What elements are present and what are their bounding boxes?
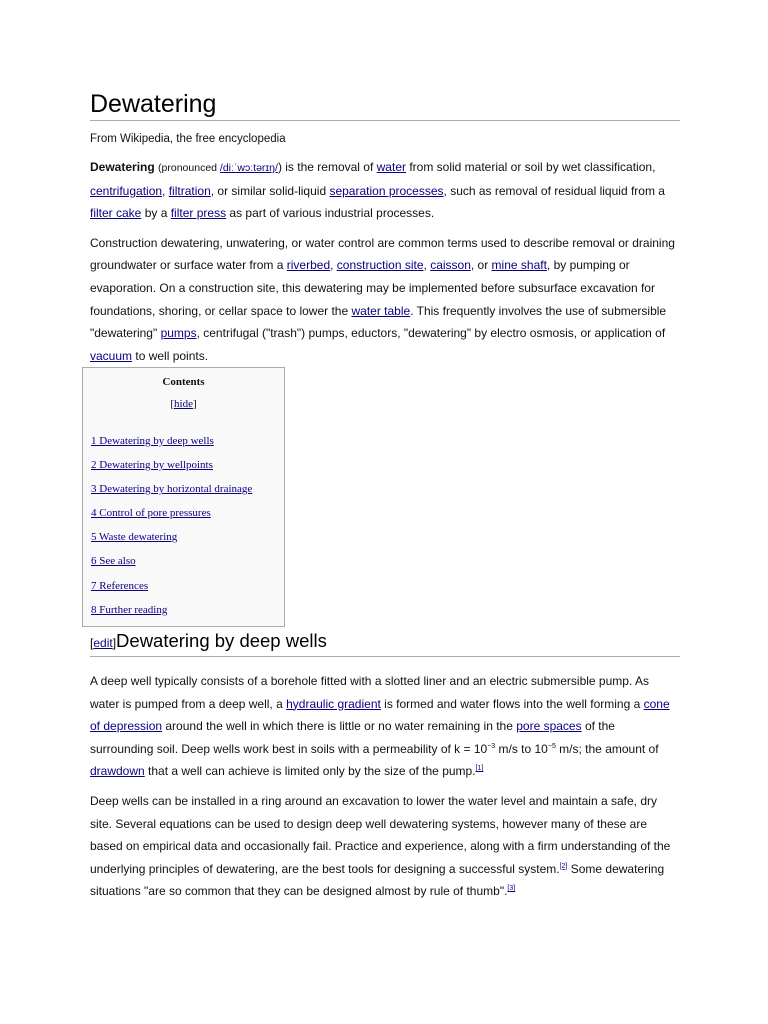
link-filter-press[interactable]: filter press [170,206,227,221]
toc-item [91,436,284,460]
exponent: −3 [487,742,496,750]
link-pore-spaces[interactable]: pore spaces [516,719,582,734]
table-of-contents [82,367,285,627]
intro-paragraph: Dewatering (pronounced /diːˈwɔːtərɪŋ/) is the removal of water from solid material or soil by wet classification, centrifugation, filtration, or similar solid-liquid separation processes, such as removal of residual liquid from a filter cake by a filter press as part of various industrial processes. [90,160,665,221]
toc-link-deep-wells[interactable]: 1 Dewatering by deep wells [91,435,214,447]
section-heading [90,628,680,657]
link-water-table[interactable]: water table [351,303,411,318]
link-drawdown[interactable]: drawdown [90,764,145,779]
deep-well-paragraph: A deep well typically consists of a borehole fitted with a slotted liner and an electric submersible pump. As water is pumped from a deep well, a hydraulic gradient is formed and water flows into the well forming a cone of depression around the well in which there is little or no water remaining in the pore spaces of the surrounding soil. Deep wells work best in soils with a permeability of $k = 10^{-3}$ m/s to $10^{-5}$ m/s; the amount of drawdown that a well can achieve is limited only by the size of the pump.[1] [90,674,670,779]
article-intro [90,88,680,375]
toc-hide-toggle: [hide] [170,398,197,410]
edit-section: [edit] [90,636,117,650]
citation-3[interactable]: [3] [507,885,516,893]
ipa-link[interactable]: /diːˈwɔːtərɪŋ/ [219,162,278,174]
exponent: −5 [547,742,556,750]
term-bold: Dewatering [90,160,155,174]
toc-link-wellpoints[interactable]: 2 Dewatering by wellpoints [91,459,213,472]
link-filtration[interactable]: filtration [168,183,211,198]
toc-title: Contents [162,376,205,388]
link-separation-processes[interactable]: separation processes [329,183,444,198]
link-filter-cake[interactable]: filter cake [90,206,142,221]
toc-link-further-reading[interactable]: 8 Further reading [91,603,168,616]
citation-2[interactable]: [2] [559,862,568,870]
site-subtitle: From Wikipedia, the free encyclopedia [90,133,286,145]
link-riverbed[interactable]: riverbed [286,258,331,273]
edit-link[interactable]: edit [93,636,113,650]
toc-item [91,605,284,629]
section-deep-wells [90,628,680,911]
section-body [90,670,680,903]
page-title: Dewatering [90,88,680,121]
link-water[interactable]: water [376,160,406,174]
link-vacuum[interactable]: vacuum [90,348,133,363]
toc-hide-link[interactable]: hide [174,398,193,410]
link-hydraulic-gradient[interactable]: hydraulic gradient [286,696,381,711]
toc-item [91,581,284,605]
link-construction-site[interactable]: construction site [336,258,424,273]
pronunciation: (pronounced /diːˈwɔːtərɪŋ/ [158,162,278,174]
toc-item [91,508,284,532]
link-mine-shaft[interactable]: mine shaft [491,258,547,273]
ring-paragraph: Deep wells can be installed in a ring around an excavation to lower the water level and maintain a safe, dry site. Several equations can be used to design deep well dewatering systems, however many of these are based on empirical data and occasionally fail. Practice and experience, along with a firm understanding of the underlying principles of dewatering, are the best tools for designing a successful system.[2] Some dewatering situations "are so common that they can be designed almost by rule of thumb".[3] [90,793,671,899]
section-title: Dewatering by deep wells [116,630,327,651]
link-cone-of-depression[interactable]: cone of depression [90,696,670,734]
toc-link-references[interactable]: 7 References [91,579,149,592]
toc-item [91,460,284,484]
toc-link-horizontal-drainage[interactable]: 3 Dewatering by horizontal drainage [91,483,253,496]
link-caisson[interactable]: caisson [430,258,471,273]
toc-list [91,436,284,629]
construction-paragraph: Construction dewatering, unwatering, or water control are common terms used to describe removal or draining groundwater or surface water from a riverbed, construction site, caisson, or mine shaft, by pumping or evaporation. On a construction site, this dewatering may be implemented before subsurface excavation for foundations, shoring, or cellar space to lower the water table. This frequently involves the use of submersible "dewatering" pumps, centrifugal ("trash") pumps, eductors, "dewatering" by electro osmosis, or application of vacuum to well points. [90,235,675,363]
toc-item [91,556,284,580]
toc-item [91,484,284,508]
toc-link-see-also[interactable]: 6 See also [91,555,136,568]
link-pumps[interactable]: pumps [160,326,197,341]
citation-1[interactable]: [1] [475,765,484,773]
link-centrifugation[interactable]: centrifugation [90,183,163,198]
toc-item [91,532,284,556]
toc-link-pore-pressures[interactable]: 4 Control of pore pressures [91,507,211,520]
toc-link-waste-dewatering[interactable]: 5 Waste dewatering [91,531,178,544]
